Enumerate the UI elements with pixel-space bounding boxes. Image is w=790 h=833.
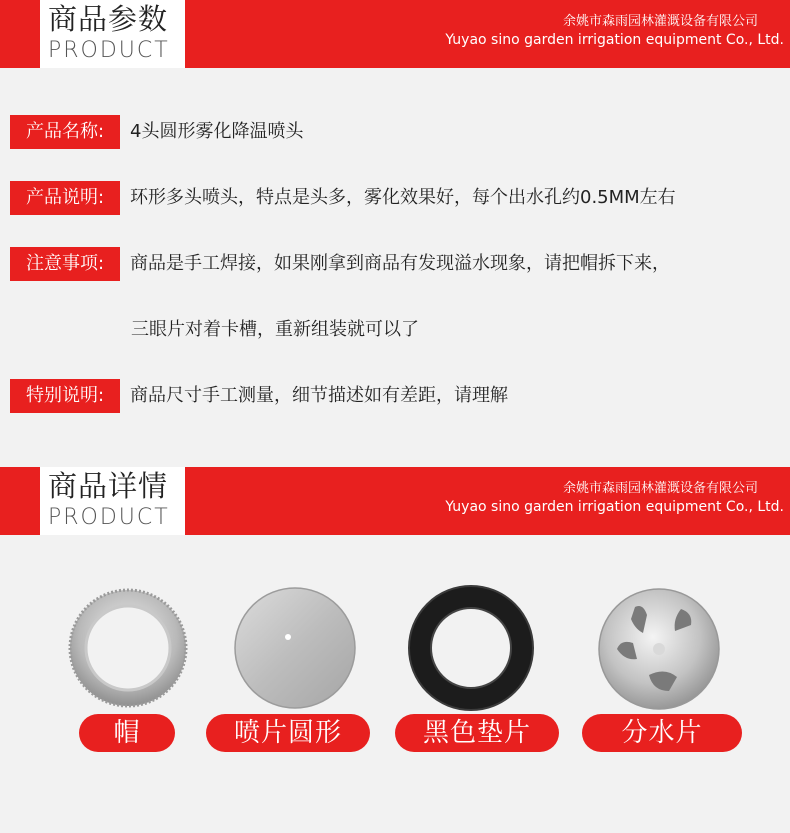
black-rubber-gasket-icon [405,582,537,714]
section-title: 商品详情 [48,469,169,503]
param-label: 特别说明: [10,379,120,413]
company-name-en: Yuyao sino garden irrigation equipment Co., Ltd. [445,499,784,515]
section-subtitle: PRODUCT [48,38,170,63]
part-label-nozzle-disc: 喷片圆形 [206,714,370,752]
param-value: 商品是手工焊接，如果刚拿到商品有发现溢水现象，请把帽拆下来， [130,253,670,274]
param-value: 商品尺寸手工测量，细节描述如有差距，请理解 [130,385,508,406]
part-label-gasket: 黑色垫片 [395,714,559,752]
param-value: 环形多头喷头，特点是头多，雾化效果好，每个出水孔约0.5MM左右 [130,187,676,208]
part-label-cap: 帽 [79,714,175,752]
section-title-box [40,0,185,68]
section-banner-product-details [0,467,790,535]
param-value: 4头圆形雾化降温喷头 [130,121,304,142]
param-label: 注意事项: [10,247,120,281]
part-label-splitter: 分水片 [582,714,742,752]
round-nozzle-disc-icon [231,584,359,712]
param-label: 产品名称: [10,115,120,149]
knurled-ring-cap-icon [64,584,192,712]
company-name-cn: 余姚市森雨园林灌溉设备有限公司 [562,14,758,29]
company-name-en: Yuyao sino garden irrigation equipment Co., Ltd. [445,32,784,48]
section-title-box [40,467,185,535]
section-subtitle: PRODUCT [48,505,170,530]
company-name-cn: 余姚市森雨园林灌溉设备有限公司 [562,481,758,496]
param-label: 产品说明: [10,181,120,215]
water-splitter-disc-icon [595,585,723,713]
param-value-continuation: 三眼片对着卡槽，重新组装就可以了 [131,319,419,340]
section-title: 商品参数 [48,2,169,36]
section-banner-product-params [0,0,790,68]
